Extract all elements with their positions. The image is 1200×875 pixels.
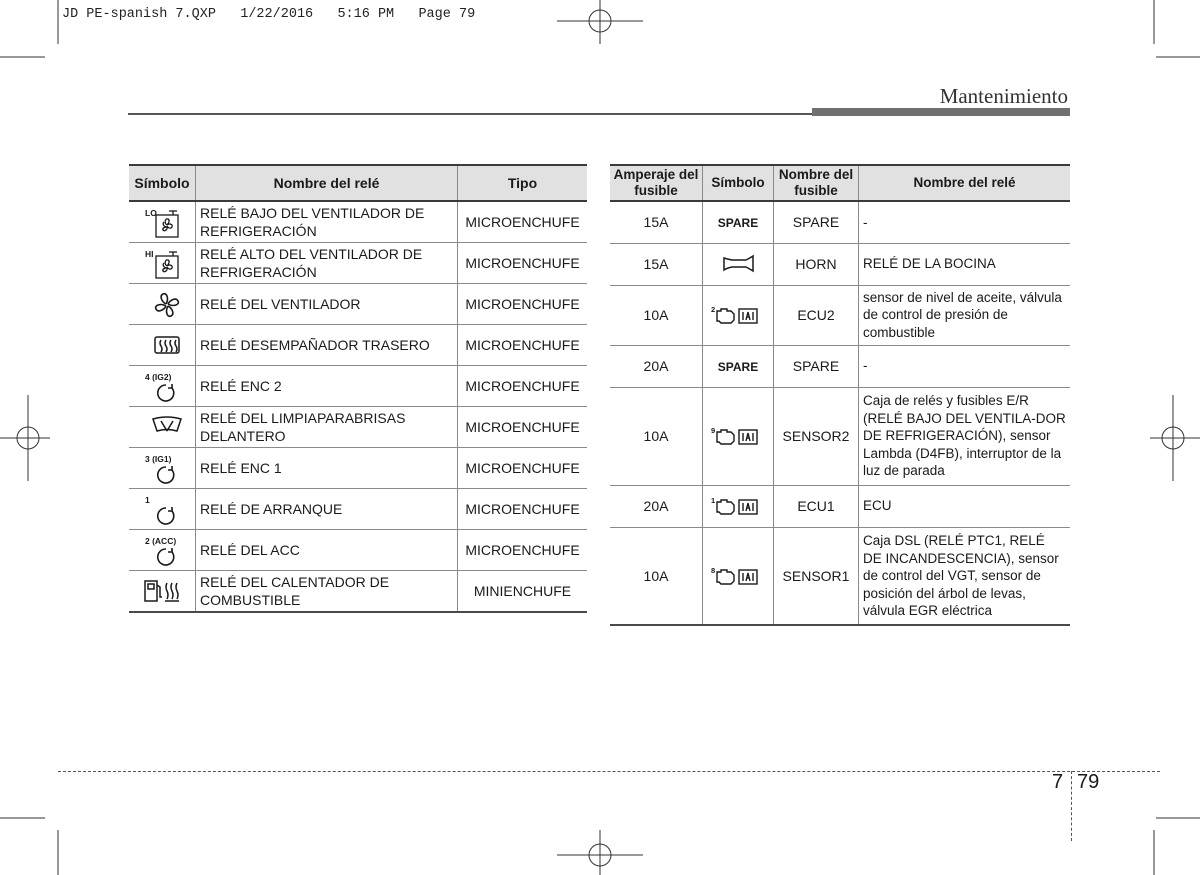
fuse-table — [610, 164, 1070, 626]
relay-symbol-tag: LO — [145, 208, 157, 218]
relay-symbol-cell — [129, 530, 196, 571]
fuse-amperage-cell: 20A — [610, 345, 703, 387]
registration-mark-bottom — [557, 830, 643, 875]
ignition-switch-icon — [129, 448, 195, 488]
relay-symbol-cell — [129, 243, 196, 284]
header-symbol: Símbolo — [703, 165, 774, 201]
relay-row — [129, 243, 587, 284]
relay-symbol-cell — [129, 407, 196, 448]
front-wiper-icon — [129, 407, 195, 447]
fuse-name-cell: SENSOR1 — [774, 527, 859, 625]
relay-name-cell: RELÉ DE ARRANQUE — [196, 489, 458, 530]
fuse-row — [610, 243, 1070, 285]
fuel-heater-icon — [129, 571, 195, 611]
relay-name-cell: RELÉ DEL ACC — [196, 530, 458, 571]
relay-row — [129, 284, 587, 325]
fuse-symbol-tag: 1 — [711, 496, 716, 505]
relay-name-cell: RELÉ ALTO DEL VENTILADOR DE REFRIGERACIÓN — [196, 243, 458, 284]
relay-symbol-tag: 1 — [145, 495, 150, 505]
relay-row — [129, 407, 587, 448]
relay-type-cell: MICROENCHUFE — [458, 284, 588, 325]
relay-symbol-cell — [129, 325, 196, 366]
footer-divider — [1071, 771, 1072, 841]
relay-symbol-tag: 3 (IG1) — [145, 454, 172, 464]
relay-symbol-cell — [129, 571, 196, 613]
fuse-symbol-tag: 8 — [711, 565, 716, 575]
relay-symbol-cell — [129, 284, 196, 325]
fuse-name-cell: HORN — [774, 243, 859, 285]
engine-control-icon — [703, 486, 773, 526]
relay-type-cell: MICROENCHUFE — [458, 243, 588, 284]
fuse-symbol-cell — [703, 201, 774, 243]
fuse-symbol-cell — [703, 527, 774, 625]
fuse-symbol-tag: 2 — [711, 305, 716, 314]
relay-table — [129, 164, 587, 613]
relay-symbol-cell — [129, 489, 196, 530]
fuse-row — [610, 345, 1070, 387]
page-number: 79 — [1077, 771, 1100, 793]
fuse-table-body — [610, 201, 1070, 625]
engine-control-icon — [703, 556, 773, 596]
registration-mark-right — [1150, 395, 1200, 481]
relay-type-cell: MICROENCHUFE — [458, 530, 588, 571]
fuse-name-cell: SPARE — [774, 201, 859, 243]
fuse-amperage-cell: 20A — [610, 485, 703, 527]
relay-type-cell: MICROENCHUFE — [458, 407, 588, 448]
relay-symbol-tag: HI — [145, 249, 154, 259]
fuse-row — [610, 285, 1070, 345]
header-symbol: Símbolo — [129, 165, 196, 201]
relay-type-cell: MICROENCHUFE — [458, 201, 588, 243]
relay-name-cell: RELÉ DEL VENTILADOR — [196, 284, 458, 325]
header-fuse-name: Nombre del fusible — [774, 165, 859, 201]
header-relay-name: Nombre del relé — [196, 165, 458, 201]
fuse-symbol-cell — [703, 285, 774, 345]
relay-type-cell: MINIENCHUFE — [458, 571, 588, 613]
relay-row — [129, 366, 587, 407]
fan-icon — [129, 284, 195, 324]
registration-mark-top — [557, 0, 643, 44]
relay-name-cell: RELÉ BAJO DEL VENTILADOR DE REFRIGERACIÓN — [196, 201, 458, 243]
relay-row — [129, 571, 587, 613]
rear-defroster-icon — [129, 325, 195, 365]
relay-name-cell: RELÉ DEL CALENTADOR DE COMBUSTIBLE — [196, 571, 458, 613]
engine-control-icon — [703, 295, 773, 335]
fuse-row — [610, 201, 1070, 243]
footer-rule — [58, 771, 1160, 772]
header-rule — [128, 113, 812, 115]
relay-type-cell: MICROENCHUFE — [458, 366, 588, 407]
ignition-switch-icon — [129, 366, 195, 406]
relay-type-cell: MICROENCHUFE — [458, 489, 588, 530]
relay-row — [129, 448, 587, 489]
fuse-row — [610, 527, 1070, 625]
fuse-amperage-cell: 10A — [610, 387, 703, 485]
registration-mark-left — [0, 395, 50, 481]
relay-name-cell: RELÉ ENC 2 — [196, 366, 458, 407]
ignition-switch-icon — [129, 489, 195, 529]
fuse-relay-name-cell: ECU — [859, 485, 1071, 527]
relay-name-cell: RELÉ DESEMPAÑADOR TRASERO — [196, 325, 458, 366]
engine-control-icon — [703, 416, 773, 456]
fuse-amperage-cell: 10A — [610, 285, 703, 345]
spare-label: SPARE — [717, 215, 759, 230]
relay-symbol-cell — [129, 201, 196, 243]
chapter-number: 7 — [1052, 771, 1064, 793]
fuse-amperage-cell: 10A — [610, 527, 703, 625]
relay-row — [129, 489, 587, 530]
relay-row — [129, 201, 587, 243]
relay-symbol-cell — [129, 448, 196, 489]
fuse-name-cell: ECU1 — [774, 485, 859, 527]
header-type: Tipo — [458, 165, 588, 201]
fuse-amperage-cell: 15A — [610, 243, 703, 285]
fuse-name-cell: ECU2 — [774, 285, 859, 345]
fuse-name-cell: SPARE — [774, 345, 859, 387]
relay-type-cell: MICROENCHUFE — [458, 325, 588, 366]
relay-name-cell: RELÉ ENC 1 — [196, 448, 458, 489]
header-rule-accent — [812, 108, 1070, 116]
relay-type-cell: MICROENCHUFE — [458, 448, 588, 489]
fuse-table-header — [610, 165, 1070, 201]
fuse-name-cell: SENSOR2 — [774, 387, 859, 485]
fuse-relay-name-cell: Caja de relés y fusibles E/R (RELÉ BAJO DEL VENTILA-DOR DE REFRIGERACIÓN), sensor Lambda (D4FB), interruptor de la luz de parada — [859, 387, 1071, 485]
fuse-relay-name-cell: - — [859, 345, 1071, 387]
spare-label: SPARE — [717, 359, 759, 374]
header-amperage: Amperaje del fusible — [610, 165, 703, 201]
fuse-symbol-cell — [703, 243, 774, 285]
section-title: Mantenimiento — [939, 84, 1068, 108]
relay-table-header — [129, 165, 587, 201]
relay-row — [129, 530, 587, 571]
fuse-relay-name-cell: sensor de nivel de aceite, válvula de control de presión de combustible — [859, 285, 1071, 345]
fuse-symbol-tag: 9 — [711, 426, 716, 435]
print-header: JD PE-spanish 7.QXP 1/22/2016 5:16 PM Page 79 — [62, 7, 476, 22]
relay-row — [129, 325, 587, 366]
fuse-amperage-cell: 15A — [610, 201, 703, 243]
header-relay-name: Nombre del relé — [859, 165, 1071, 201]
relay-table-body — [129, 201, 587, 612]
relay-symbol-cell — [129, 366, 196, 407]
cooling-fan-low-icon — [129, 202, 195, 242]
fuse-symbol-cell — [703, 485, 774, 527]
relay-symbol-tag: 2 (ACC) — [145, 536, 177, 546]
fuse-relay-name-cell: - — [859, 201, 1071, 243]
cooling-fan-high-icon — [129, 243, 195, 283]
fuse-relay-name-cell: Caja DSL (RELÉ PTC1, RELÉ DE INCANDESCENCIA), sensor de control del VGT, sensor de posición del árbol de levas, válvula EGR eléctrica — [859, 527, 1071, 625]
fuse-symbol-cell — [703, 387, 774, 485]
horn-icon — [703, 244, 773, 284]
relay-name-cell: RELÉ DEL LIMPIAPARABRISAS DELANTERO — [196, 407, 458, 448]
fuse-relay-name-cell: RELÉ DE LA BOCINA — [859, 243, 1071, 285]
fuse-symbol-cell — [703, 345, 774, 387]
ignition-switch-icon — [129, 530, 195, 570]
relay-symbol-tag: 4 (IG2) — [145, 372, 172, 382]
fuse-row — [610, 387, 1070, 485]
fuse-row — [610, 485, 1070, 527]
